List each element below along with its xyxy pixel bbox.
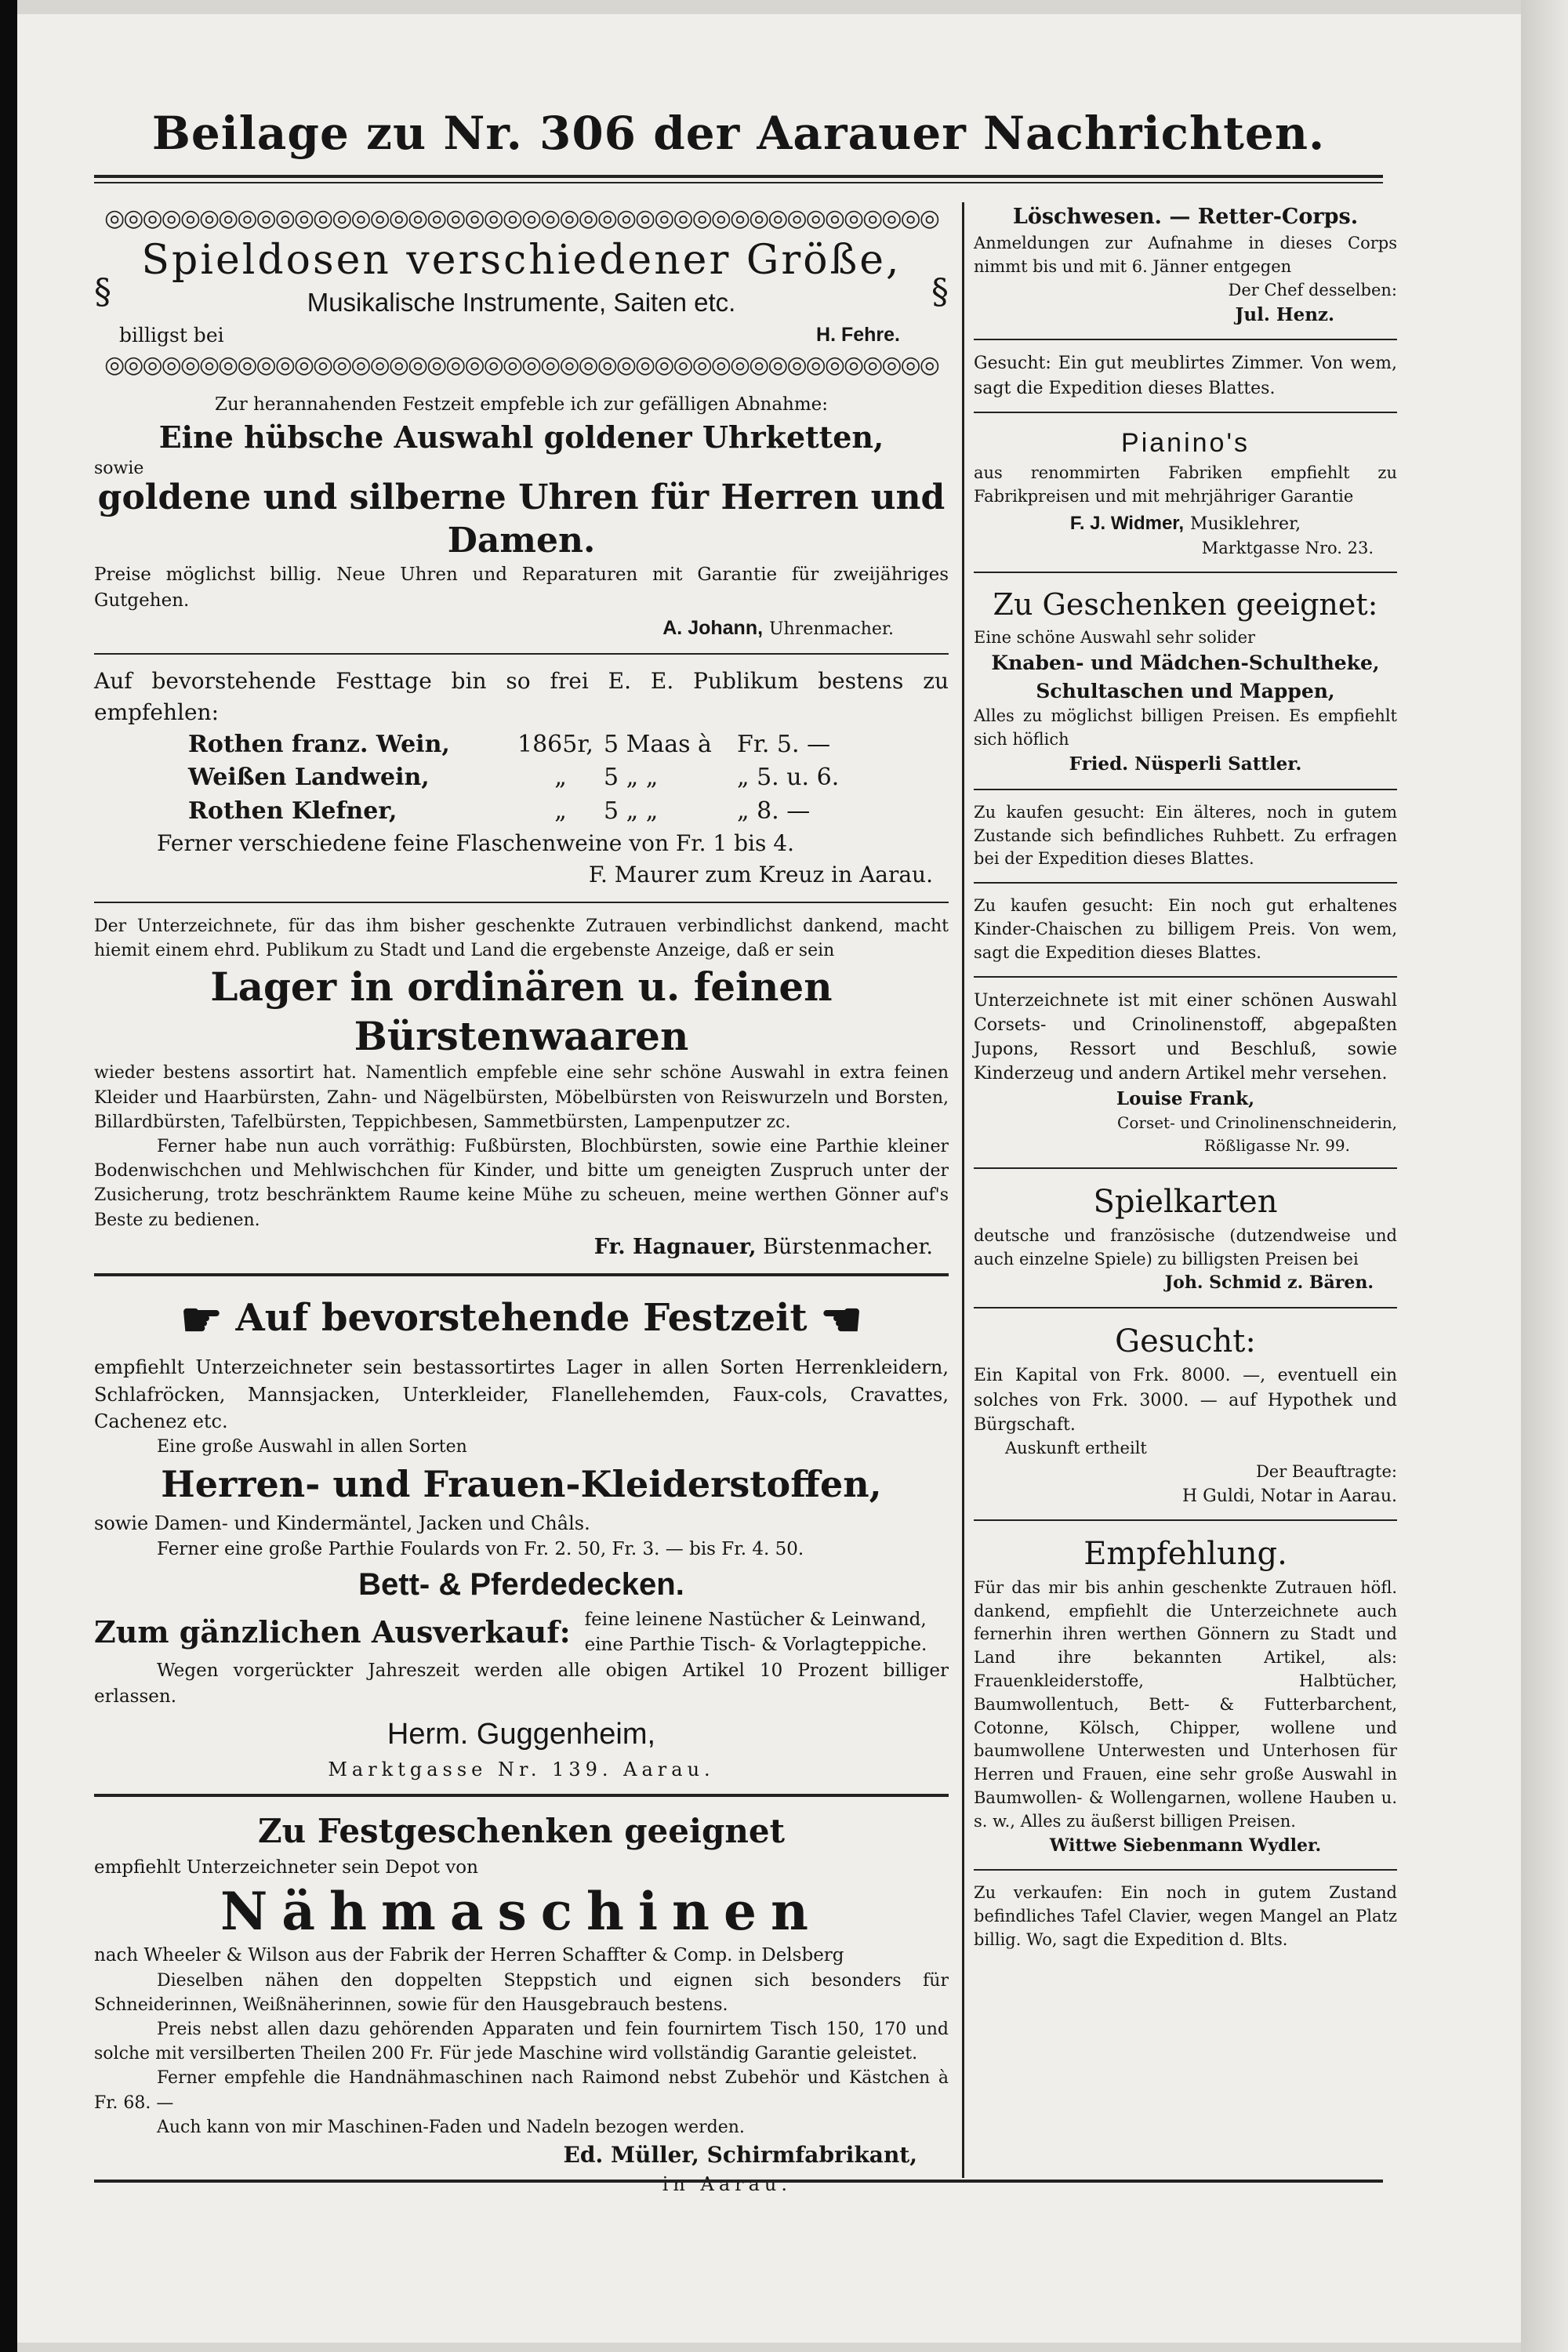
hagnauer-intro: Der Unterzeichnete, für das ihm bisher geschenkte Zutrauen verbindlichst dankend, macht hiemit einem ehrd. Publikum zu Stadt und Land die ergebenste Anzeige, daß er sein — [94, 916, 949, 961]
frank-job: Corset- und Crinolinenschneiderin, — [1117, 1113, 1397, 1133]
wine-price: Fr. 5. — — [737, 730, 831, 758]
ad-maurer — [94, 666, 949, 891]
schmid-sign: Joh. Schmid z. Bären. — [1164, 1272, 1374, 1294]
frank-addr: Rößligasse Nr. 99. — [1203, 1135, 1350, 1155]
johann-line1: Eine hübsche Auswahl goldener Uhrketten, — [158, 419, 884, 455]
loesch-body: Anmeldungen zur Aufnahme in dieses Corps nimmt bis und mit 6. Jänner entgegen — [974, 234, 1397, 277]
fehre-name: H. Fehre. — [816, 323, 900, 346]
hagnauer-body1: wieder bestens assortirt hat. Namentlich empfeble eine sehr schöne Auswahl in extra feinen Kleider und Haarbürsten, Zahn- und Nägelbürsten, Möbelbürsten von Reiswurzeln und Borsten, Billardbürsten, Tafelbürsten, Teppichbesen, Sammetbürsten, Lampenputzer zc. — [94, 1063, 949, 1132]
nuesperli-item2: Schultaschen und Mappen, — [1036, 679, 1335, 702]
guggenheim-body1: empfiehlt Unterzeichneter sein bestassortirtes Lager in allen Sorten Herrenkleidern, Schlafröcken, Mannsjacken, Unterkleider, Flanellehemden, Faux-cols, Cravattes, Cachenez etc. — [94, 1356, 949, 1432]
wydler-sign: Wittwe Siebenmann Wydler. — [1049, 1835, 1322, 1856]
ad-schmid — [974, 1180, 1397, 1296]
wine-price: „ 5. u. 6. — [737, 764, 840, 792]
mueller-place: in Aarau. — [662, 2172, 792, 2195]
kapital-beauftragte: Der Beauftragte: — [1255, 1461, 1397, 1481]
maurer-intro: Auf bevorstehende Festtage bin so frei E. E. Publikum bestens zu empfehlen: — [94, 668, 949, 725]
johann-name: A. Johann, — [662, 616, 764, 639]
ad-wydler — [974, 1532, 1397, 1858]
kapital-title: Gesucht: — [1115, 1323, 1256, 1359]
wine-row-1 — [188, 728, 949, 762]
ad-kapital — [974, 1319, 1397, 1508]
ad-widmer — [974, 424, 1397, 561]
divider — [974, 572, 1397, 573]
pointing-hand-right-icon: ☛ — [180, 1293, 223, 1348]
ad-fehre — [94, 202, 949, 383]
nuesperli-intro: Eine schöne Auswahl sehr solider — [974, 627, 1256, 647]
hagnauer-body2: Ferner habe nun auch vorräthig: Fußbürsten, Blochbürsten, sowie eine Parthie kleiner Bodenwischchen und Mehlwischchen für Kinder, und bitte um geneigten Zuspruch unter der Zusicherung, trotz beschränktem Raume keine Mühe zu scheuen, meine werthen Gönner auf's Beste zu bedienen. — [94, 1136, 949, 1230]
guggenheim-body2: Eine große Auswahl in allen Sorten — [157, 1436, 467, 1457]
ad-hagnauer — [94, 914, 949, 1262]
wine-year: „ — [554, 764, 567, 792]
ornament-border-bottom: ◎◎◎◎◎◎◎◎◎◎◎◎◎◎◎◎◎◎◎◎◎◎◎◎◎◎◎◎◎◎◎◎◎◎◎◎◎◎◎◎◎◎◎◎ — [104, 351, 938, 379]
ad-kinder: Zu kaufen gesucht: Ein noch gut erhaltenes Kinder-Chaischen zu billigem Preis. Von wem, sagt die Expedition dieses Blattes. — [974, 896, 1397, 962]
widmer-addr: Marktgasse Nro. 23. — [1201, 538, 1374, 557]
wydler-title: Empfehlung. — [1083, 1535, 1287, 1572]
left-column — [94, 202, 949, 2198]
divider — [974, 412, 1397, 413]
fehre-subtitle: Musikalische Instrumente, Saiten etc. — [307, 287, 736, 317]
header-rule — [94, 175, 1383, 178]
ornament-left: § — [94, 271, 111, 312]
mueller-body4: Ferner empfehle die Handnähmaschinen nach Raimond nebst Zubehör und Kästchen à Fr. 68. — — [94, 2068, 949, 2113]
ad-guggenheim — [94, 1287, 949, 1783]
ad-loeschwesen — [974, 202, 1397, 328]
mueller-body3: Preis nebst allen dazu gehörenden Apparaten und fein fournirtem Tisch 150, 170 und solche mit versilberten Theilen 200 Fr. Für jede Maschine wird vollständig Garantie geleistet. — [94, 2020, 949, 2064]
maurer-sign: F. Maurer zum Kreuz in Aarau. — [588, 862, 933, 888]
guggenheim-ausverkauf: Zum gänzlichen Ausverkauf: — [94, 1614, 571, 1650]
nuesperli-sign: Fried. Nüsperli Sattler. — [1069, 753, 1302, 775]
nuesperli-body: Alles zu möglichst billigen Preisen. Es empfiehlt sich höflich — [974, 706, 1397, 750]
page-edge-right — [1521, 0, 1568, 2352]
wine-row-2 — [188, 761, 949, 795]
kapital-auskunft: Auskunft ertheilt — [1005, 1439, 1147, 1458]
johann-job: Uhrenmacher. — [769, 619, 894, 639]
page-header: Beilage zu Nr. 306 der Aarauer Nachrichten. — [151, 107, 1326, 160]
wine-qty: 5 „ „ — [604, 797, 659, 825]
mueller-body1: nach Wheeler & Wilson aus der Fabrik der Herren Schaffter & Comp. in Delsberg — [94, 1944, 844, 1965]
divider — [94, 1794, 949, 1797]
mueller-body2: Dieselben nähen den doppelten Steppstich und eignen sich besonders für Schneiderinnen, Weißnäherinnen, sowie für den Hausgebrauch bestens. — [94, 1970, 949, 2015]
loesch-chef: Der Chef desselben: — [1228, 280, 1397, 299]
wine-qty: 5 Maas à — [604, 730, 712, 758]
fehre-billig: billigst bei — [119, 323, 224, 347]
nuesperli-item1: Knaben- und Mädchen-Schultheke, — [991, 652, 1380, 675]
wine-price: „ 8. — — [737, 797, 811, 825]
kapital-name: H Guldi, Notar in Aarau. — [1181, 1486, 1397, 1506]
ornament-border-top: ◎◎◎◎◎◎◎◎◎◎◎◎◎◎◎◎◎◎◎◎◎◎◎◎◎◎◎◎◎◎◎◎◎◎◎◎◎◎◎◎◎◎◎◎ — [104, 205, 938, 232]
wine-name: Rothen Klefner, — [188, 797, 397, 825]
hagnauer-job: Bürstenmacher. — [763, 1234, 933, 1259]
widmer-job: Musiklehrer, — [1189, 514, 1301, 534]
ornament-right: § — [931, 271, 949, 312]
divider — [974, 1167, 1397, 1169]
wine-year: „ — [554, 797, 567, 825]
guggenheim-name: Herm. Guggenheim, — [387, 1718, 656, 1751]
mueller-intro: empfiehlt Unterzeichneter sein Depot von — [94, 1857, 478, 1878]
newspaper-page — [17, 14, 1521, 2343]
frank-name: Louise Frank, — [1116, 1087, 1255, 1109]
kapital-body: Ein Kapital von Frk. 8000. —, eventuell ein solches von Frk. 3000. — auf Hypothek und Bürgschaft. — [974, 1366, 1397, 1435]
fehre-title: Spieldosen verschiedener Größe, — [141, 236, 902, 284]
guggenheim-big: Herren- und Frauen-Kleiderstoffen, — [161, 1462, 882, 1505]
mueller-big: Nähmaschinen — [220, 1880, 823, 1942]
right-column — [974, 202, 1397, 1951]
johann-line2: goldene und silberne Uhren für Herren und Damen. — [97, 477, 946, 561]
divider — [974, 1307, 1397, 1308]
hagnauer-sign: Fr. Hagnauer, — [593, 1234, 757, 1259]
guggenheim-aus1: feine leinene Nastücher & Leinwand, — [584, 1609, 927, 1630]
guggenheim-body4: Ferner eine große Parthie Foulards von Fr. 2. 50, Fr. 3. — bis Fr. 4. 50. — [157, 1539, 804, 1560]
hagnauer-title: Lager in ordinären u. feinen Bürstenwaaren — [210, 964, 833, 1059]
divider — [974, 339, 1397, 340]
pointing-hand-left-icon: ☚ — [820, 1293, 863, 1348]
divider — [974, 1519, 1397, 1521]
divider — [974, 1869, 1397, 1871]
johann-sowie: sowie — [94, 458, 144, 478]
mueller-body5: Auch kann von mir Maschinen-Faden und Nadeln bezogen werden. — [157, 2117, 745, 2137]
maurer-more: Ferner verschiedene feine Flaschenweine von Fr. 1 bis 4. — [157, 830, 794, 857]
wine-name: Rothen franz. Wein, — [188, 730, 450, 758]
divider — [974, 976, 1397, 978]
wydler-body: Für das mir bis anhin geschenkte Zutrauen höfl. dankend, empfiehlt die Unterzeichnete auch fernerhin ihren werthen Gönnern zu Stadt und Land ihre bekannten Artikel, als: Frauenkleiderstoffe, Halbtücher, Baumwollentuch, Bett- & Futterbarchent, Cotonne, Kölsch, Chipper, wollene und baumwollene Unterwesten und Unterhosen für Herren und Frauen, eine sehr große Auswahl in Baumwollen- & Wollengarnen, wollene Hauben u. s. w., Alles zu äußerst billigen Preisen. — [974, 1577, 1397, 1831]
divider — [974, 789, 1397, 790]
guggenheim-body3: sowie Damen- und Kindermäntel, Jacken und Châls. — [94, 1512, 590, 1535]
widmer-title: Pianino's — [1121, 427, 1250, 458]
johann-body: Preise möglichst billig. Neue Uhren und Reparaturen mit Garantie für zweijähriges Gutgehen. — [94, 564, 949, 611]
guggenheim-body5: Wegen vorgerückter Jahreszeit werden alle obigen Artikel 10 Prozent billiger erlassen. — [94, 1661, 949, 1707]
loesch-name: Jul. Henz. — [1235, 303, 1334, 325]
footer-rule — [94, 2180, 1383, 2183]
divider — [974, 882, 1397, 884]
frank-body: Unterzeichnete ist mit einer schönen Auswahl Corsets- und Crinolinenstoff, abgepaßten Jupons, Ressort und Beschluß, sowie Kinderzeug und andern Artikel mehr versehen. — [974, 990, 1397, 1084]
header-rule-thin — [94, 182, 1383, 183]
mueller-title: Zu Festgeschenken geeignet — [258, 1812, 785, 1851]
widmer-name: F. J. Widmer, — [1069, 512, 1184, 534]
guggenheim-addr: Marktgasse Nr. 139. Aarau. — [328, 1759, 715, 1781]
wine-name: Weißen Landwein, — [188, 764, 430, 792]
johann-intro: Zur herannahenden Festzeit empfeble ich zur gefälligen Abnahme: — [214, 394, 829, 415]
ad-clavier: Zu verkaufen: Ein noch in gutem Zustand befindliches Tafel Clavier, wegen Mangel an Platz billig. Wo, sagt die Expedition d. Blts. — [974, 1882, 1397, 1949]
mueller-sign: Ed. Müller, Schirmfabrikant, — [563, 2142, 917, 2169]
wine-row-3 — [188, 795, 949, 829]
page-edge-shadow — [0, 0, 17, 2352]
schmid-body: deutsche und französische (dutzendweise und auch einzelne Spiele) zu billigsten Preisen bei — [974, 1225, 1397, 1269]
divider — [94, 902, 949, 903]
ad-mueller — [94, 1808, 949, 2198]
guggenheim-title: Auf bevorstehende Festzeit — [235, 1296, 808, 1341]
ad-johann — [94, 392, 949, 642]
widmer-body: aus renommirten Fabriken empfiehlt zu Fabrikpreisen und mit mehrjähriger Garantie — [974, 463, 1397, 506]
wine-qty: 5 „ „ — [604, 764, 659, 792]
loesch-title: Löschwesen. — Retter-Corps. — [1012, 205, 1359, 229]
guggenheim-aus2: eine Parthie Tisch- & Vorlagteppiche. — [584, 1635, 927, 1656]
column-divider — [962, 202, 964, 2178]
schmid-title: Spielkarten — [1093, 1183, 1278, 1220]
ad-zimmer: Gesucht: Ein gut meublirtes Zimmer. Von wem, sagt die Expedition dieses Blattes. — [974, 354, 1397, 398]
divider — [94, 1273, 949, 1276]
nuesperli-title: Zu Geschenken geeignet: — [993, 586, 1378, 622]
ad-nuesperli — [974, 584, 1397, 778]
wine-year: 1865r, — [517, 730, 593, 758]
ad-frank — [974, 989, 1397, 1156]
ad-ruhbett: Zu kaufen gesucht: Ein älteres, noch in gutem Zustande sich befindliches Ruhbett. Zu erfragen bei der Expedition dieses Blattes. — [974, 802, 1397, 869]
divider — [94, 653, 949, 655]
guggenheim-bett: Bett- & Pferdedecken. — [358, 1566, 684, 1602]
